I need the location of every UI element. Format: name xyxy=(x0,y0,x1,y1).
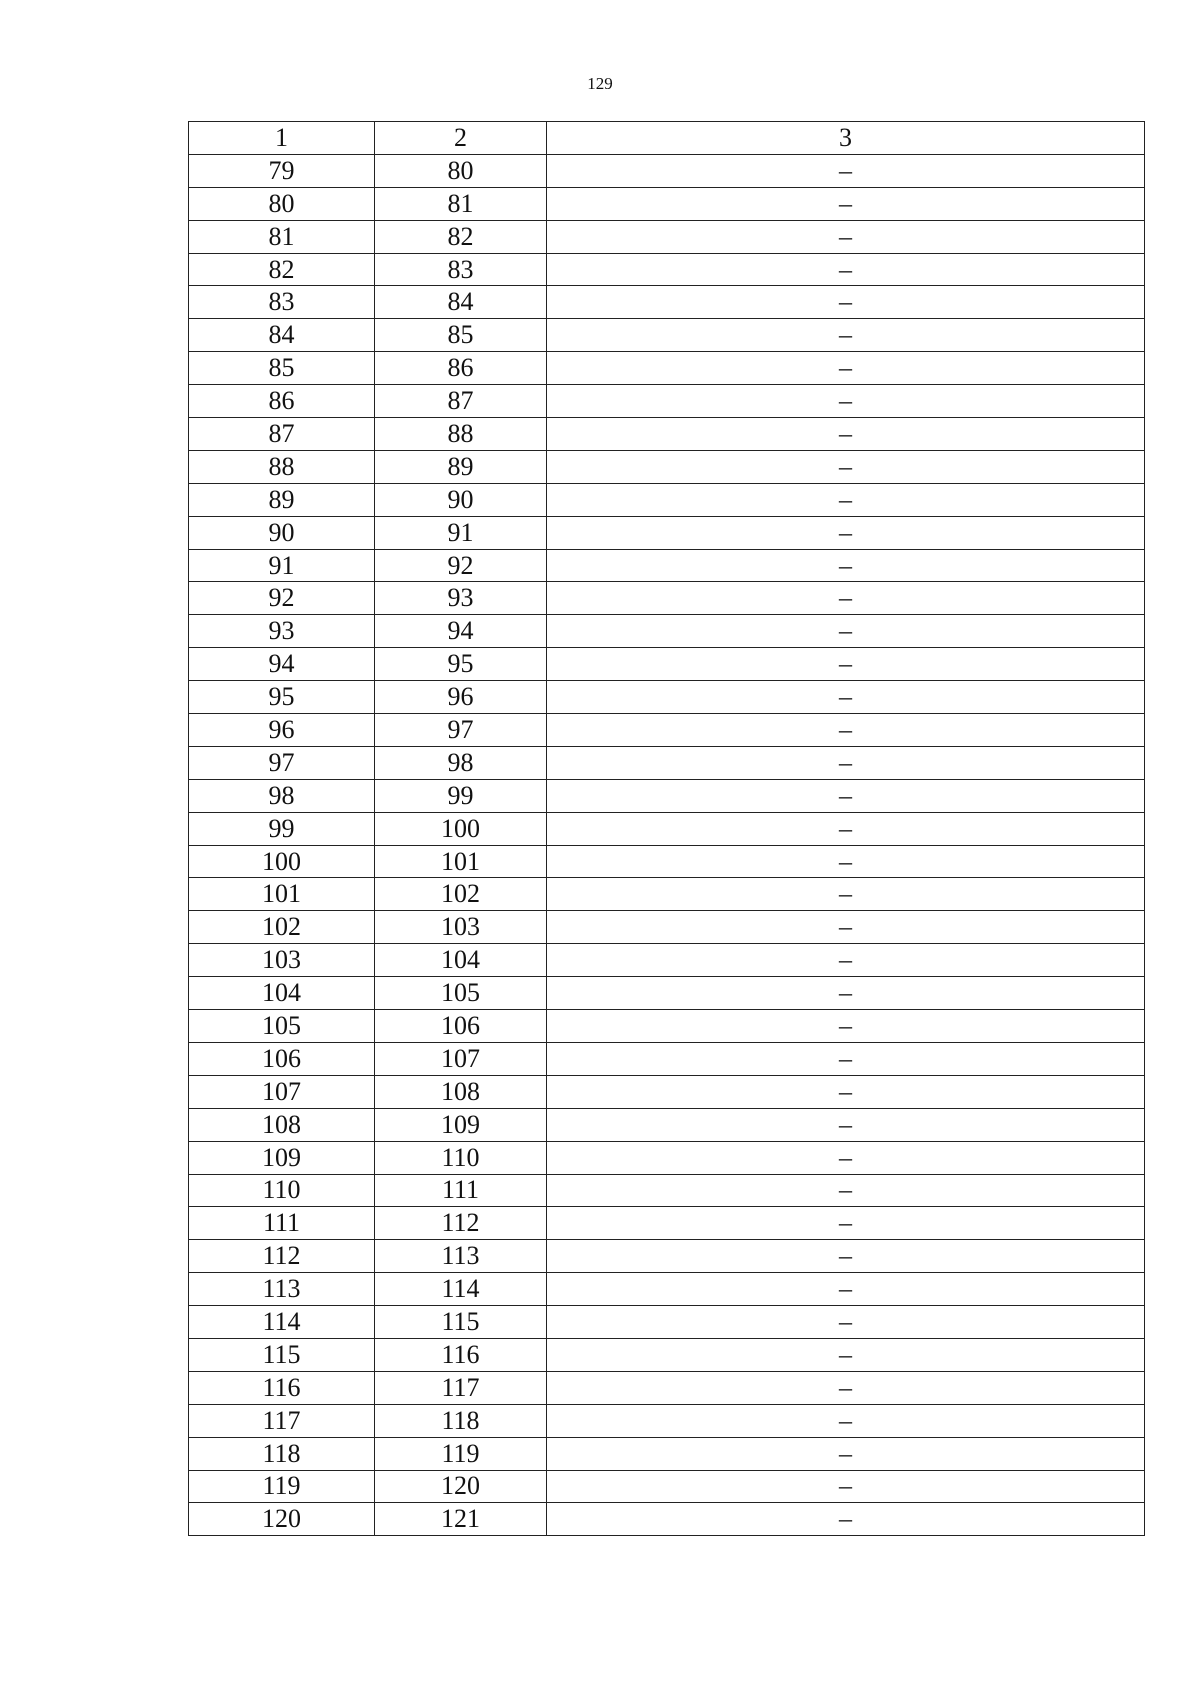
table-row xyxy=(189,615,1145,648)
table-cell-col-1: 83 xyxy=(189,286,375,319)
table-cell-col-2: 85 xyxy=(375,319,547,352)
table-cell-col-1: 97 xyxy=(189,746,375,779)
table-cell-col-1: 113 xyxy=(189,1273,375,1306)
table-cell-col-1: 80 xyxy=(189,187,375,220)
table-row xyxy=(189,154,1145,187)
table-cell-col-2: 100 xyxy=(375,812,547,845)
table-row xyxy=(189,253,1145,286)
table-cell-col-2: 86 xyxy=(375,352,547,385)
table-cell-col-2: 94 xyxy=(375,615,547,648)
table-cell-col-2: 83 xyxy=(375,253,547,286)
table-cell-col-1: 81 xyxy=(189,220,375,253)
table-cell-col-2: 105 xyxy=(375,977,547,1010)
table-cell-col-2: 82 xyxy=(375,220,547,253)
table-row xyxy=(189,911,1145,944)
table-row xyxy=(189,1240,1145,1273)
table-cell-col-1: 118 xyxy=(189,1437,375,1470)
table-row xyxy=(189,714,1145,747)
table-cell-col-2: 97 xyxy=(375,714,547,747)
table-row xyxy=(189,746,1145,779)
table-cell-col-3: – xyxy=(547,812,1145,845)
table-cell-col-3: – xyxy=(547,977,1145,1010)
table-cell-col-2: 107 xyxy=(375,1042,547,1075)
table-cell-col-1: 96 xyxy=(189,714,375,747)
table-row xyxy=(189,812,1145,845)
table-cell-col-3: – xyxy=(547,450,1145,483)
table-cell-col-1: 109 xyxy=(189,1141,375,1174)
table-cell-col-1: 82 xyxy=(189,253,375,286)
table-cell-col-2: 91 xyxy=(375,516,547,549)
table-cell-col-2: 96 xyxy=(375,681,547,714)
table-cell-col-3: – xyxy=(547,549,1145,582)
table-row xyxy=(189,1437,1145,1470)
table-cell-col-2: 87 xyxy=(375,385,547,418)
table-cell-col-3: – xyxy=(547,648,1145,681)
table-row xyxy=(189,516,1145,549)
table-cell-col-1: 100 xyxy=(189,845,375,878)
table-row xyxy=(189,1371,1145,1404)
header-cell-col-2: 2 xyxy=(375,122,547,155)
table-cell-col-1: 117 xyxy=(189,1404,375,1437)
table-cell-col-2: 112 xyxy=(375,1207,547,1240)
table-row xyxy=(189,319,1145,352)
table-cell-col-3: – xyxy=(547,714,1145,747)
table-cell-col-3: – xyxy=(547,1503,1145,1536)
table-cell-col-2: 115 xyxy=(375,1306,547,1339)
table-cell-col-3: – xyxy=(547,1141,1145,1174)
table-row xyxy=(189,1141,1145,1174)
table-row xyxy=(189,878,1145,911)
table-cell-col-2: 81 xyxy=(375,187,547,220)
table-cell-col-1: 84 xyxy=(189,319,375,352)
table-cell-col-2: 102 xyxy=(375,878,547,911)
table-cell-col-1: 92 xyxy=(189,582,375,615)
table-cell-col-3: – xyxy=(547,1108,1145,1141)
page-number: 129 xyxy=(587,74,613,93)
table-row xyxy=(189,977,1145,1010)
table-row xyxy=(189,681,1145,714)
table-cell-col-3: – xyxy=(547,1207,1145,1240)
table-cell-col-3: – xyxy=(547,319,1145,352)
table-cell-col-1: 111 xyxy=(189,1207,375,1240)
table-cell-col-3: – xyxy=(547,1371,1145,1404)
table-cell-col-1: 86 xyxy=(189,385,375,418)
table-cell-col-1: 79 xyxy=(189,154,375,187)
table-cell-col-2: 84 xyxy=(375,286,547,319)
table-cell-col-3: – xyxy=(547,220,1145,253)
table-cell-col-3: – xyxy=(547,286,1145,319)
table-cell-col-3: – xyxy=(547,878,1145,911)
table-cell-col-2: 103 xyxy=(375,911,547,944)
table-cell-col-2: 110 xyxy=(375,1141,547,1174)
table-cell-col-2: 101 xyxy=(375,845,547,878)
table-cell-col-3: – xyxy=(547,944,1145,977)
table-row xyxy=(189,549,1145,582)
table-row xyxy=(189,1404,1145,1437)
table-row xyxy=(189,582,1145,615)
table-cell-col-3: – xyxy=(547,1437,1145,1470)
table-cell-col-3: – xyxy=(547,911,1145,944)
table-cell-col-2: 92 xyxy=(375,549,547,582)
table-cell-col-1: 114 xyxy=(189,1306,375,1339)
data-table xyxy=(188,121,1145,1536)
table-row xyxy=(189,352,1145,385)
table-cell-col-3: – xyxy=(547,187,1145,220)
table-cell-col-2: 121 xyxy=(375,1503,547,1536)
table-cell-col-1: 95 xyxy=(189,681,375,714)
header-cell-col-1: 1 xyxy=(189,122,375,155)
table-cell-col-1: 98 xyxy=(189,779,375,812)
table-cell-col-1: 101 xyxy=(189,878,375,911)
table-cell-col-3: – xyxy=(547,418,1145,451)
table-cell-col-1: 99 xyxy=(189,812,375,845)
table-body xyxy=(189,122,1145,1536)
table-cell-col-2: 98 xyxy=(375,746,547,779)
table-cell-col-3: – xyxy=(547,483,1145,516)
table-cell-col-3: – xyxy=(547,154,1145,187)
table-cell-col-1: 112 xyxy=(189,1240,375,1273)
table-cell-col-2: 120 xyxy=(375,1470,547,1503)
table-row xyxy=(189,1075,1145,1108)
table-cell-col-2: 114 xyxy=(375,1273,547,1306)
table-cell-col-3: – xyxy=(547,845,1145,878)
table-cell-col-2: 88 xyxy=(375,418,547,451)
header-cell-col-3: 3 xyxy=(547,122,1145,155)
table-row xyxy=(189,1273,1145,1306)
table-cell-col-1: 88 xyxy=(189,450,375,483)
table-cell-col-1: 115 xyxy=(189,1338,375,1371)
table-cell-col-3: – xyxy=(547,681,1145,714)
table-cell-col-2: 80 xyxy=(375,154,547,187)
table-cell-col-2: 111 xyxy=(375,1174,547,1207)
table-row xyxy=(189,1306,1145,1339)
table-cell-col-1: 105 xyxy=(189,1010,375,1043)
table-row xyxy=(189,944,1145,977)
table-row xyxy=(189,1470,1145,1503)
table-cell-col-1: 93 xyxy=(189,615,375,648)
table-cell-col-2: 90 xyxy=(375,483,547,516)
table-cell-col-3: – xyxy=(547,352,1145,385)
table-cell-col-2: 89 xyxy=(375,450,547,483)
table-row xyxy=(189,845,1145,878)
table-row xyxy=(189,1503,1145,1536)
table-cell-col-3: – xyxy=(547,746,1145,779)
table-cell-col-3: – xyxy=(547,516,1145,549)
table-row xyxy=(189,1207,1145,1240)
table-header-row xyxy=(189,122,1145,155)
table-row xyxy=(189,483,1145,516)
table-cell-col-3: – xyxy=(547,1338,1145,1371)
table-cell-col-2: 108 xyxy=(375,1075,547,1108)
table-cell-col-3: – xyxy=(547,253,1145,286)
table-cell-col-3: – xyxy=(547,779,1145,812)
table-cell-col-2: 99 xyxy=(375,779,547,812)
table-cell-col-3: – xyxy=(547,1075,1145,1108)
table-cell-col-2: 95 xyxy=(375,648,547,681)
table-cell-col-3: – xyxy=(547,1306,1145,1339)
table-row xyxy=(189,450,1145,483)
table-cell-col-1: 104 xyxy=(189,977,375,1010)
table-cell-col-1: 89 xyxy=(189,483,375,516)
table-row xyxy=(189,418,1145,451)
table-cell-col-1: 108 xyxy=(189,1108,375,1141)
table-cell-col-2: 106 xyxy=(375,1010,547,1043)
table-cell-col-1: 103 xyxy=(189,944,375,977)
table-cell-col-1: 119 xyxy=(189,1470,375,1503)
table-cell-col-3: – xyxy=(547,1240,1145,1273)
table-cell-col-2: 117 xyxy=(375,1371,547,1404)
table-cell-col-2: 119 xyxy=(375,1437,547,1470)
table-cell-col-3: – xyxy=(547,615,1145,648)
table-cell-col-3: – xyxy=(547,1273,1145,1306)
table-row xyxy=(189,286,1145,319)
table-cell-col-3: – xyxy=(547,582,1145,615)
table-cell-col-2: 116 xyxy=(375,1338,547,1371)
table-row xyxy=(189,1174,1145,1207)
table-row xyxy=(189,220,1145,253)
table-cell-col-1: 102 xyxy=(189,911,375,944)
table-cell-col-2: 104 xyxy=(375,944,547,977)
table-cell-col-1: 107 xyxy=(189,1075,375,1108)
table-cell-col-2: 93 xyxy=(375,582,547,615)
table-cell-col-2: 118 xyxy=(375,1404,547,1437)
table-cell-col-3: – xyxy=(547,1404,1145,1437)
table-cell-col-1: 85 xyxy=(189,352,375,385)
table-cell-col-3: – xyxy=(547,1470,1145,1503)
table-cell-col-1: 94 xyxy=(189,648,375,681)
table-row xyxy=(189,187,1145,220)
table-cell-col-1: 90 xyxy=(189,516,375,549)
table-row xyxy=(189,648,1145,681)
table-cell-col-1: 116 xyxy=(189,1371,375,1404)
table-row xyxy=(189,1042,1145,1075)
table-cell-col-1: 91 xyxy=(189,549,375,582)
table-cell-col-3: – xyxy=(547,1174,1145,1207)
table-row xyxy=(189,385,1145,418)
table-cell-col-2: 109 xyxy=(375,1108,547,1141)
table-cell-col-3: – xyxy=(547,385,1145,418)
table-cell-col-2: 113 xyxy=(375,1240,547,1273)
table-cell-col-1: 120 xyxy=(189,1503,375,1536)
table-cell-col-1: 106 xyxy=(189,1042,375,1075)
table-row xyxy=(189,1010,1145,1043)
table-cell-col-1: 87 xyxy=(189,418,375,451)
table-row xyxy=(189,1108,1145,1141)
table-cell-col-1: 110 xyxy=(189,1174,375,1207)
table-cell-col-3: – xyxy=(547,1042,1145,1075)
table-cell-col-3: – xyxy=(547,1010,1145,1043)
table-row xyxy=(189,1338,1145,1371)
table-row xyxy=(189,779,1145,812)
